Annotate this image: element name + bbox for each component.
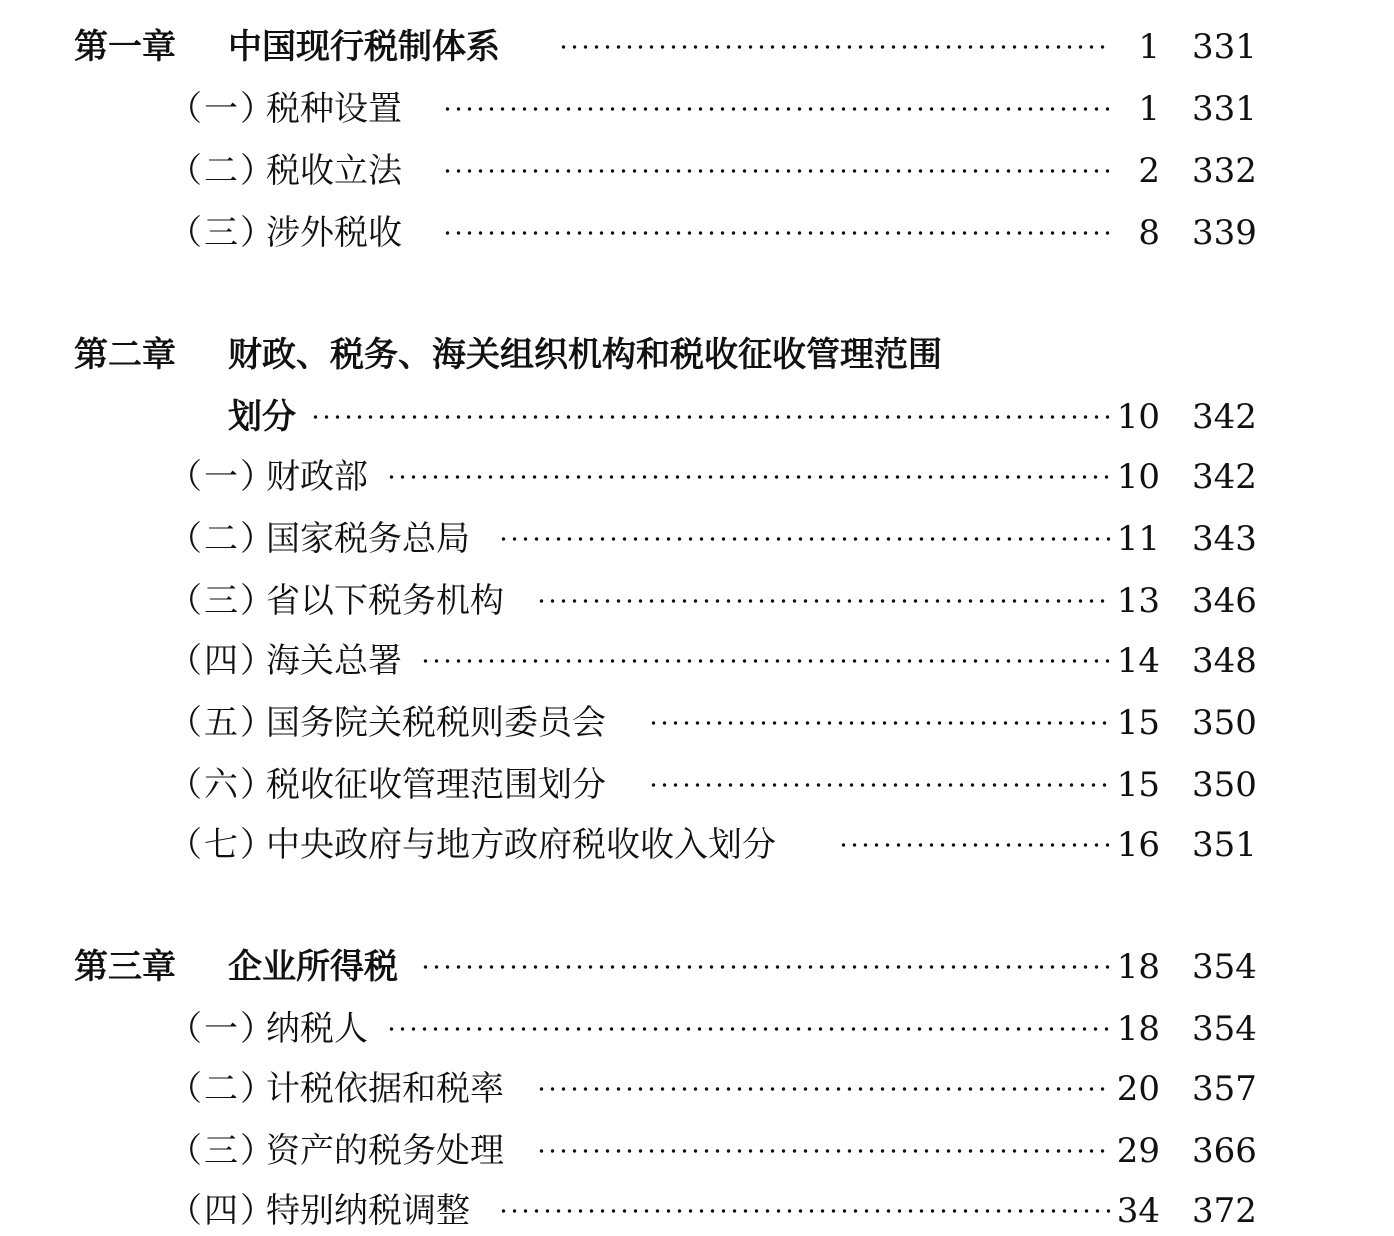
page-number-secondary: 331 (1192, 89, 1257, 129)
section-label: （一） (168, 89, 276, 129)
section-title: 国家税务总局 (266, 519, 470, 559)
page-number-secondary: 332 (1192, 151, 1257, 191)
page-number: 1 (1138, 27, 1160, 67)
page-number-secondary: 348 (1192, 641, 1257, 681)
page-number-secondary: 372 (1192, 1191, 1257, 1231)
section-label: （三） (168, 213, 276, 253)
page-number: 20 (1116, 1069, 1160, 1109)
page-number-secondary: 354 (1192, 1009, 1257, 1049)
page-number: 18 (1116, 1009, 1160, 1049)
section-title: 计税依据和税率 (266, 1069, 504, 1109)
toc-section[interactable] (0, 208, 1394, 258)
page-number: 15 (1116, 703, 1160, 743)
toc-section[interactable] (0, 698, 1394, 748)
chapter-title: 企业所得税 (228, 947, 398, 987)
section-label: （一） (168, 1009, 276, 1049)
section-label: （二） (168, 151, 276, 191)
page-number: 10 (1116, 457, 1160, 497)
toc-section[interactable] (0, 576, 1394, 626)
dot-leader (558, 42, 1110, 52)
dot-leader (536, 1146, 1110, 1156)
page-number: 1 (1138, 89, 1160, 129)
page-number-secondary: 357 (1192, 1069, 1257, 1109)
dot-leader (420, 962, 1110, 972)
page-number: 13 (1116, 581, 1160, 621)
toc-chapter-1[interactable] (0, 22, 1394, 72)
dot-leader (838, 840, 1110, 850)
page-number-secondary: 351 (1192, 825, 1257, 865)
section-title: 纳税人 (266, 1009, 368, 1049)
section-label: （四） (168, 641, 276, 681)
dot-leader (442, 166, 1110, 176)
page-number: 14 (1116, 641, 1160, 681)
section-label: （三） (168, 1131, 276, 1171)
toc-section[interactable] (0, 636, 1394, 686)
dot-leader (498, 534, 1110, 544)
page-number-secondary: 343 (1192, 519, 1257, 559)
section-title: 特别纳税调整 (266, 1191, 470, 1231)
section-label: （二） (168, 1069, 276, 1109)
section-label: （六） (168, 765, 276, 805)
chapter-title: 财政、税务、海关组织机构和税收征收管理范围 (228, 335, 942, 375)
section-label: （五） (168, 703, 276, 743)
section-title: 中央政府与地方政府税收收入划分 (266, 825, 776, 865)
page-number-secondary: 331 (1192, 27, 1257, 67)
chapter-label: 第一章 (74, 27, 176, 67)
page-number-secondary: 350 (1192, 703, 1257, 743)
chapter-title: 中国现行税制体系 (228, 27, 500, 67)
toc-section[interactable] (0, 514, 1394, 564)
page-number: 2 (1138, 151, 1160, 191)
page-number: 34 (1116, 1191, 1160, 1231)
dot-leader (648, 718, 1110, 728)
page-number-secondary: 354 (1192, 947, 1257, 987)
dot-leader (386, 472, 1110, 482)
dot-leader (310, 412, 1110, 422)
chapter-label: 第二章 (74, 335, 176, 375)
toc-chapter-3[interactable] (0, 942, 1394, 992)
section-label: （三） (168, 581, 276, 621)
section-label: （七） (168, 825, 276, 865)
dot-leader (442, 228, 1110, 238)
page-number: 18 (1116, 947, 1160, 987)
toc-section[interactable] (0, 1064, 1394, 1114)
page-number-secondary: 342 (1192, 457, 1257, 497)
section-title: 国务院关税税则委员会 (266, 703, 606, 743)
section-title: 省以下税务机构 (266, 581, 504, 621)
page-number: 10 (1116, 397, 1160, 437)
page-number: 8 (1138, 213, 1160, 253)
section-title: 资产的税务处理 (266, 1131, 504, 1171)
section-title: 税种设置 (266, 89, 402, 129)
dot-leader (442, 104, 1110, 114)
page-number-secondary: 366 (1192, 1131, 1257, 1171)
section-title: 涉外税收 (266, 213, 402, 253)
toc-section[interactable] (0, 1004, 1394, 1054)
section-title: 税收立法 (266, 151, 402, 191)
toc-chapter-2-continued[interactable] (0, 392, 1394, 442)
section-label: （二） (168, 519, 276, 559)
page-number-secondary: 339 (1192, 213, 1257, 253)
page-number: 11 (1116, 519, 1160, 559)
dot-leader (420, 656, 1110, 666)
page-number: 29 (1116, 1131, 1160, 1171)
section-title: 财政部 (266, 457, 368, 497)
section-label: （四） (168, 1191, 276, 1231)
toc-section[interactable] (0, 1186, 1394, 1236)
page-number: 15 (1116, 765, 1160, 805)
chapter-label: 第三章 (74, 947, 176, 987)
dot-leader (498, 1206, 1110, 1216)
section-title: 税收征收管理范围划分 (266, 765, 606, 805)
chapter-title-continued: 划分 (228, 397, 296, 437)
dot-leader (386, 1024, 1110, 1034)
page-number: 16 (1116, 825, 1160, 865)
page-number-secondary: 346 (1192, 581, 1257, 621)
toc-section[interactable] (0, 1126, 1394, 1176)
section-label: （一） (168, 457, 276, 497)
page-number-secondary: 342 (1192, 397, 1257, 437)
toc-section[interactable] (0, 820, 1394, 870)
toc-section[interactable] (0, 452, 1394, 502)
toc-chapter-2[interactable] (0, 330, 1394, 380)
dot-leader (536, 1084, 1110, 1094)
toc-section[interactable] (0, 760, 1394, 810)
toc-section[interactable] (0, 84, 1394, 134)
page-number-secondary: 350 (1192, 765, 1257, 805)
dot-leader (648, 780, 1110, 790)
toc-section[interactable] (0, 146, 1394, 196)
dot-leader (536, 596, 1110, 606)
section-title: 海关总署 (266, 641, 402, 681)
